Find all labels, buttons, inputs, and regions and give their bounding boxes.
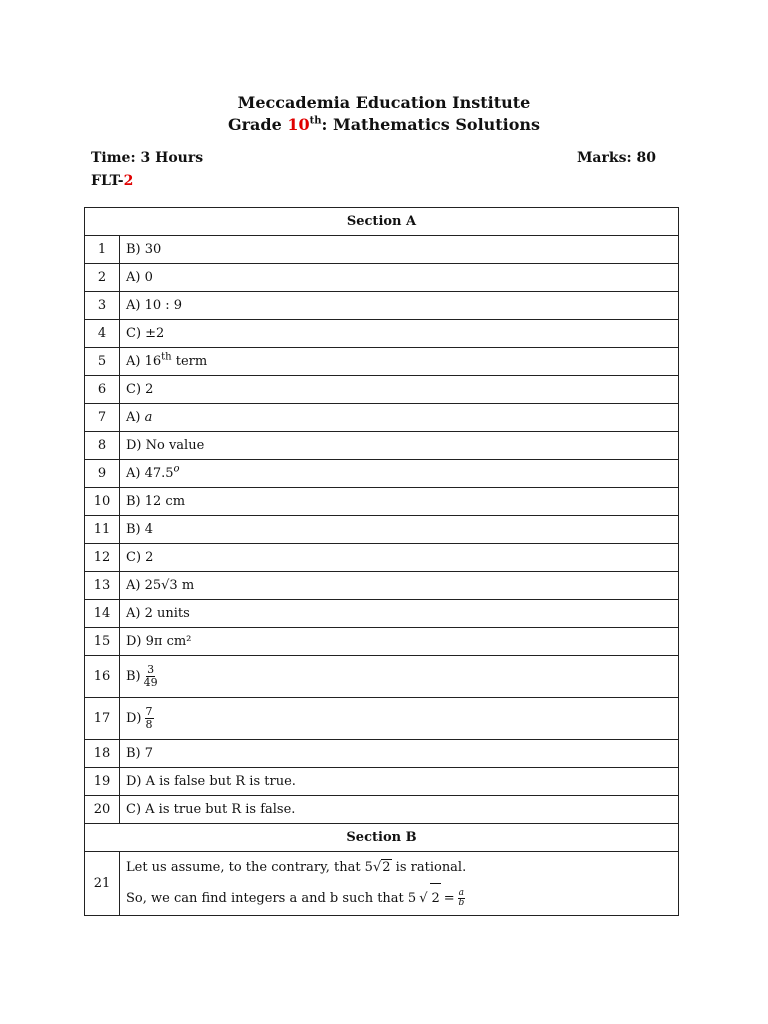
table-row (85, 516, 679, 544)
question-number: 5 (85, 348, 120, 376)
question-number: 15 (85, 628, 120, 656)
question-number: 12 (85, 544, 120, 572)
question-number: 6 (85, 376, 120, 404)
table-row (85, 460, 679, 488)
section-a-header: Section A (85, 208, 679, 236)
answer-cell: A) 16th term (120, 348, 679, 376)
question-number: 11 (85, 516, 120, 544)
question-number: 21 (85, 852, 120, 916)
question-number: 4 (85, 320, 120, 348)
question-number: 3 (85, 292, 120, 320)
question-number: 20 (85, 796, 120, 824)
answer-cell: D) 7 8 (120, 698, 679, 740)
table-row (85, 656, 679, 698)
table-row (85, 236, 679, 264)
table-row (85, 432, 679, 460)
table-row (85, 264, 679, 292)
table-row (85, 348, 679, 376)
answer-cell: B) 7 (120, 740, 679, 768)
marks-label: Marks: 80 (576, 150, 656, 166)
question-number: 18 (85, 740, 120, 768)
answer-cell: B) 12 cm (120, 488, 679, 516)
flt-label: FLT-2 (91, 173, 134, 189)
question-number: 9 (85, 460, 120, 488)
answer-cell: D) No value (120, 432, 679, 460)
question-number: 16 (85, 656, 120, 698)
answer-cell: B) 3 49 (120, 656, 679, 698)
answer-cell: A) 2 units (120, 600, 679, 628)
table-row (85, 376, 679, 404)
answer-cell: C) ±2 (120, 320, 679, 348)
answer-cell: A) 47.5$^o$ (120, 460, 679, 488)
answer-cell: C) 2 (120, 376, 679, 404)
question-number: 13 (85, 572, 120, 600)
answer-cell: A) a (120, 404, 679, 432)
answer-cell: A) 25√3 m (120, 572, 679, 600)
table-row (85, 544, 679, 572)
section-b-header: Section B (85, 824, 679, 852)
institute-title: Meccademia Education Institute (237, 93, 531, 112)
answer-cell: A) 0 (120, 264, 679, 292)
table-row (85, 628, 679, 656)
question-number: 14 (85, 600, 120, 628)
solutions-table (84, 207, 679, 916)
answer-cell: D) A is false but R is true. (120, 768, 679, 796)
table-row (85, 572, 679, 600)
question-number: 19 (85, 768, 120, 796)
table-row (85, 404, 679, 432)
grade-number: 10 (287, 115, 310, 134)
time-label: Time: 3 Hours (91, 150, 204, 166)
question-number: 8 (85, 432, 120, 460)
answer-cell: C) A is true but R is false. (120, 796, 679, 824)
question-number: 7 (85, 404, 120, 432)
table-row (85, 600, 679, 628)
answer-cell: B) 30 (120, 236, 679, 264)
table-row (85, 740, 679, 768)
table-row (85, 852, 679, 916)
answer-cell: C) 2 (120, 544, 679, 572)
question-number: 10 (85, 488, 120, 516)
question-number: 1 (85, 236, 120, 264)
table-row (85, 796, 679, 824)
question-number: 2 (85, 264, 120, 292)
answer-cell: D) 9π cm² (120, 628, 679, 656)
table-row (85, 488, 679, 516)
answer-cell: B) 4 (120, 516, 679, 544)
question-number: 17 (85, 698, 120, 740)
table-row (85, 320, 679, 348)
answer-cell: A) 10 : 9 (120, 292, 679, 320)
table-row (85, 698, 679, 740)
answer-cell: Let us assume, to the contrary, that 5√2 is rational. So, we can find integers a and b such that 5 √ 2 = $\frac{a}{b}$ (120, 852, 679, 916)
table-row (85, 292, 679, 320)
table-row (85, 768, 679, 796)
document-title: Grade 10th: Mathematics Solutions (227, 115, 541, 134)
